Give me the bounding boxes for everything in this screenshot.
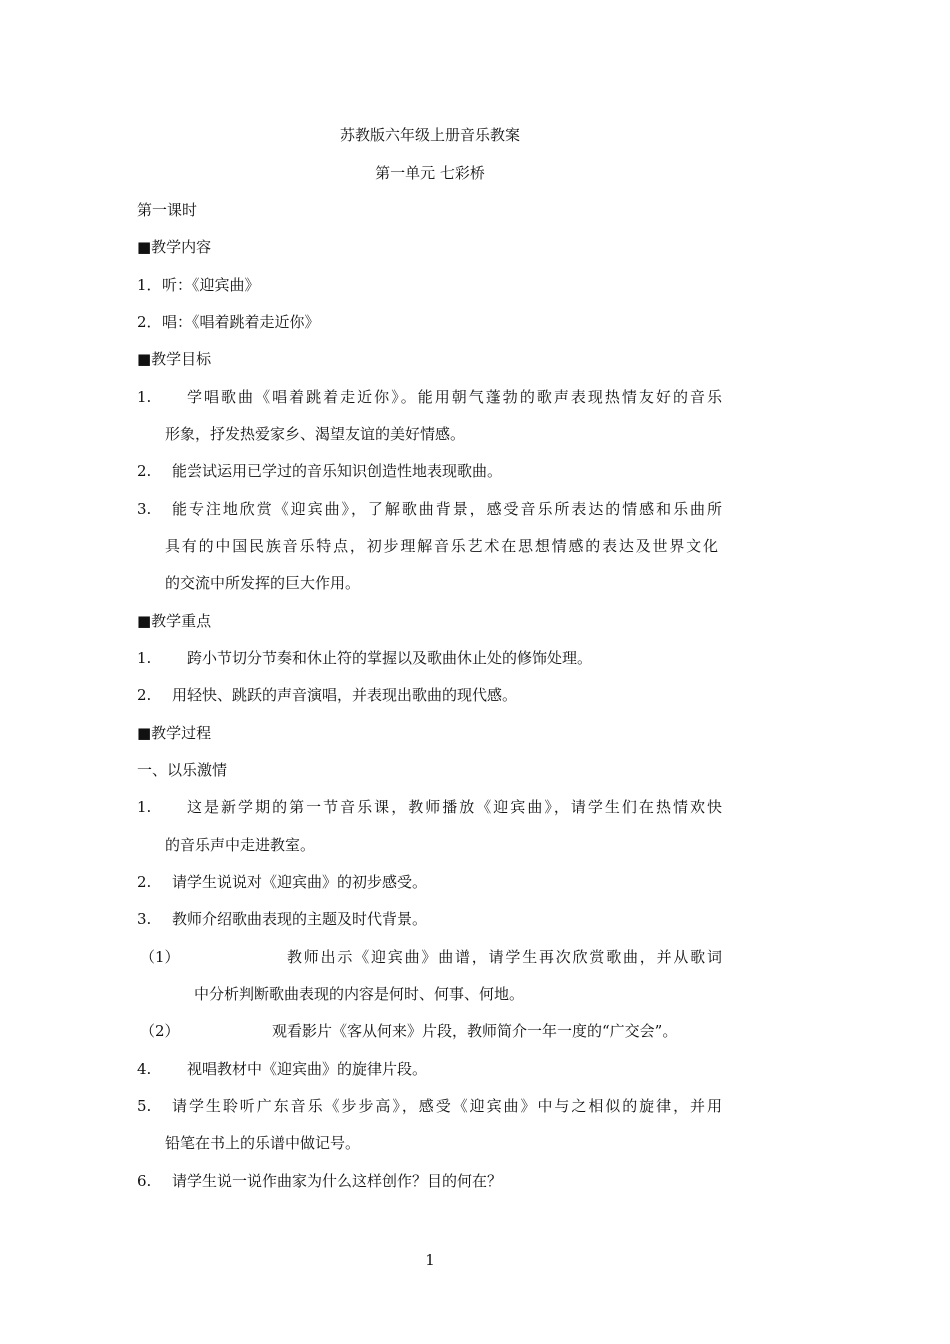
section-heading-process: ■教学过程 [137, 724, 212, 742]
page-number: 1 [425, 1251, 435, 1269]
step-text: 视唱教材中《迎宾曲》的旋律片段。 [187, 1060, 428, 1078]
step-text: 请学生说说对《迎宾曲》的初步感受。 [172, 873, 428, 891]
step-text: 请学生聆听广东音乐《步步高》，感受《迎宾曲》中与之相似的旋律，并用 [172, 1097, 722, 1115]
focus-number: 1. [137, 649, 152, 667]
substep-text: 教师出示《迎宾曲》曲谱，请学生再次欣赏歌曲，并从歌词 [287, 948, 722, 966]
substep-number: （2） [140, 1022, 180, 1040]
step-text: 这是新学期的第一节音乐课，教师播放《迎宾曲》，请学生们在热情欢快 [187, 798, 722, 816]
goal-number: 3. [137, 500, 152, 518]
process-part-heading: 一、以乐激情 [137, 761, 228, 779]
goal-text: 形象，抒发热爱家乡、渴望友谊的美好情感。 [165, 425, 466, 443]
goal-text: 能尝试运用已学过的音乐知识创造性地表现歌曲。 [172, 462, 503, 480]
section-heading-content: ■教学内容 [137, 238, 212, 256]
step-text: 教师介绍歌曲表现的主题及时代背景。 [172, 910, 428, 928]
step-number: 2. [137, 873, 152, 891]
step-number: 3. [137, 910, 152, 928]
step-number: 4. [137, 1060, 152, 1078]
lesson-label: 第一课时 [137, 201, 198, 219]
unit-heading: 第一单元 七彩桥 [375, 164, 485, 182]
goal-number: 1. [137, 388, 152, 406]
goal-number: 2. [137, 462, 152, 480]
content-item: 听：《迎宾曲》 [162, 276, 260, 294]
content-number: 1． [137, 276, 162, 294]
focus-number: 2. [137, 686, 152, 704]
substep-text: 中分析判断歌曲表现的内容是何时、何事、何地。 [194, 985, 525, 1003]
content-number: 2． [137, 313, 162, 331]
section-heading-focus: ■教学重点 [137, 612, 212, 630]
focus-text: 用轻快、跳跃的声音演唱，并表现出歌曲的现代感。 [172, 686, 518, 704]
goal-text: 能专注地欣赏《迎宾曲》，了解歌曲背景，感受音乐所表达的情感和乐曲所 [172, 500, 722, 518]
document-title: 苏教版六年级上册音乐教案 [339, 126, 520, 144]
substep-text: 观看影片《客从何来》片段，教师简介一年一度的“广交会”。 [272, 1022, 678, 1040]
goal-text: 的交流中所发挥的巨大作用。 [165, 574, 361, 592]
goal-text: 学唱歌曲《唱着跳着走近你》。能用朝气蓬勃的歌声表现热情友好的音乐 [187, 388, 722, 406]
section-heading-goals: ■教学目标 [137, 350, 212, 368]
content-item: 唱：《唱着跳着走近你》 [162, 313, 320, 331]
substep-number: （1） [140, 948, 180, 966]
step-number: 5. [137, 1097, 152, 1115]
step-number: 1. [137, 798, 152, 816]
step-text: 的音乐声中走进教室。 [165, 836, 316, 854]
goal-text: 具有的中国民族音乐特点，初步理解音乐艺术在思想情感的表达及世界文化 [165, 537, 718, 555]
step-number: 6. [137, 1172, 152, 1190]
step-text: 请学生说一说作曲家为什么这样创作？目的何在？ [172, 1172, 503, 1190]
focus-text: 跨小节切分节奏和休止符的掌握以及歌曲休止处的修饰处理。 [187, 649, 593, 667]
step-text: 铅笔在书上的乐谱中做记号。 [165, 1134, 361, 1152]
